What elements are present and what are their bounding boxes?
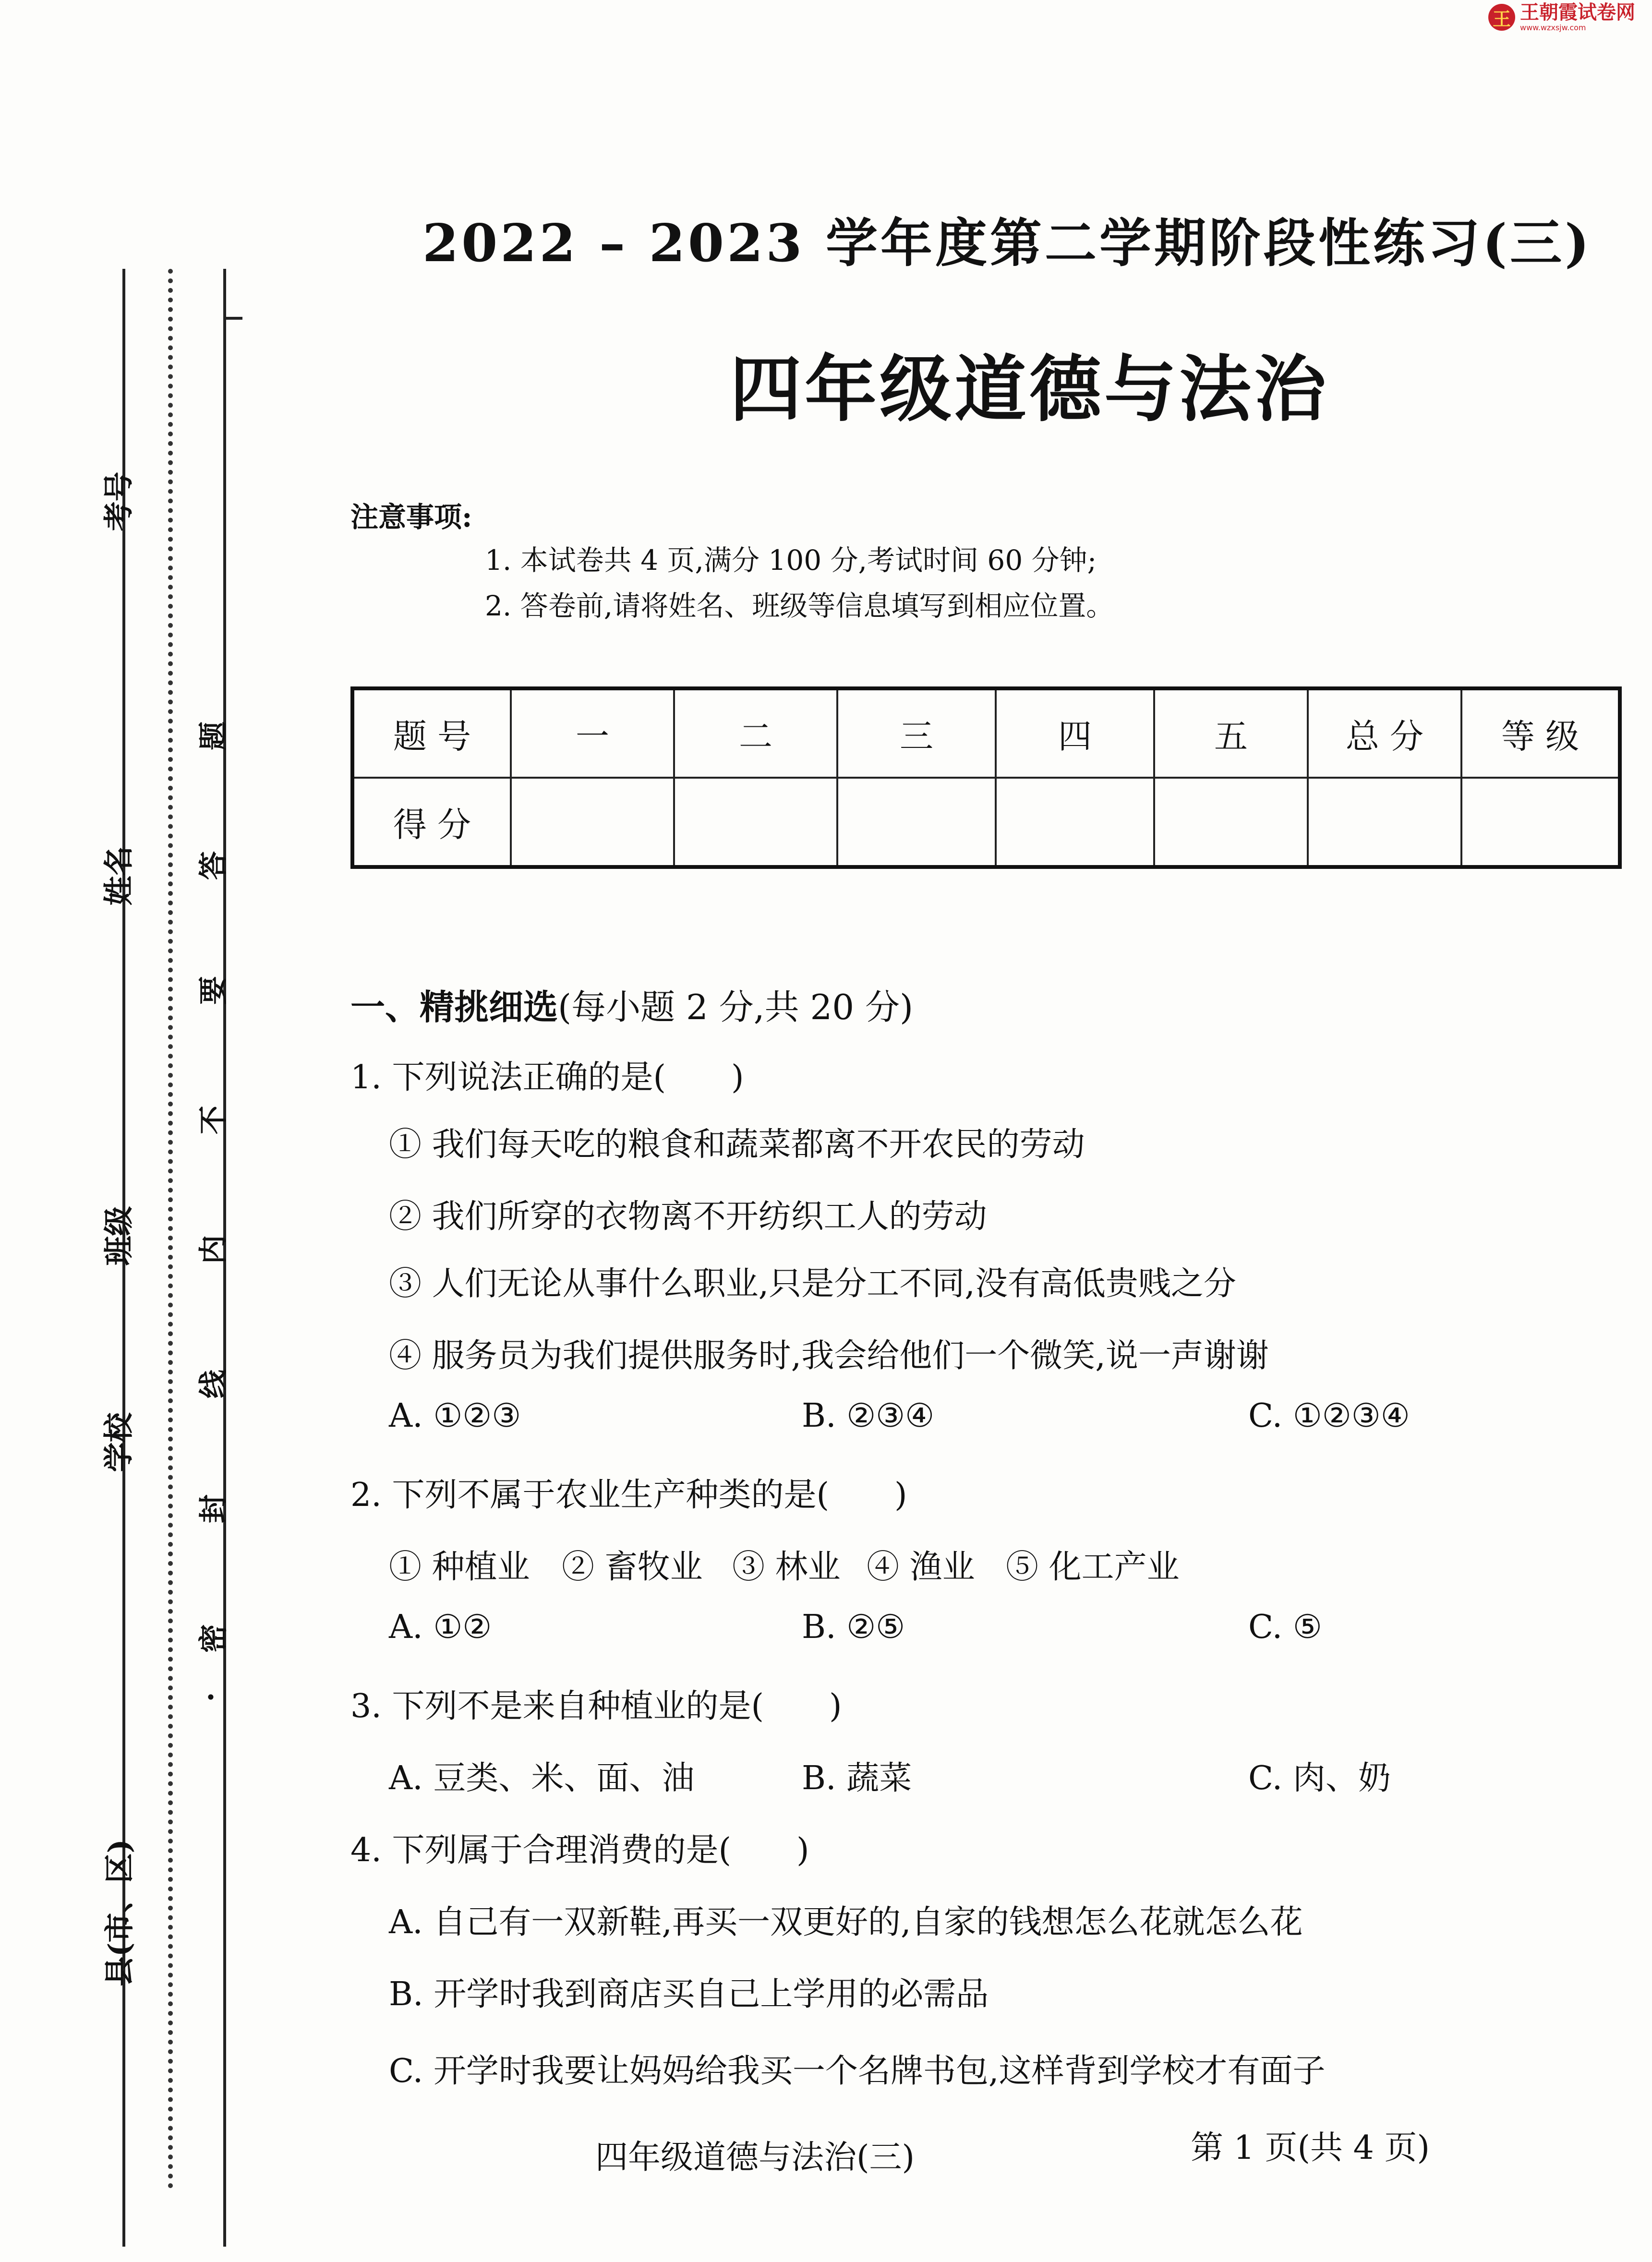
exam-title: 2022 – 2023 学年度第二学期阶段性练习(三) (422, 213, 1592, 274)
q2-option-c[interactable]: C. ⑤ (1248, 1608, 1322, 1646)
q4-stem: 4. 下列属于合理消费的是( ) (350, 1831, 809, 1869)
footer-page-number: 第 1 页(共 4 页) (1191, 2129, 1430, 2167)
q1-stem: 1. 下列说法正确的是( ) (350, 1059, 744, 1096)
field-school: 学校 (101, 1412, 136, 1472)
q2-statement-4: ④ 渔业 (867, 1548, 975, 1586)
q4-option-c[interactable]: C. 开学时我要让妈妈给我买一个名牌书包,这样背到学校才有面子 (389, 2052, 1326, 2090)
field-district: 县(市、区) (101, 1839, 137, 1986)
score-table (350, 686, 1622, 869)
score-header-cell: 五 (1154, 688, 1308, 778)
seal-dot: · (194, 1692, 228, 1702)
q3-option-b[interactable]: B. 蔬菜 (802, 1759, 912, 1797)
q1-statement-3: ③ 人们无论从事什么职业,只是分工不同,没有高低贵贱之分 (389, 1265, 1236, 1303)
q3-stem: 3. 下列不是来自种植业的是( ) (350, 1687, 842, 1725)
watermark-name: 王朝霞试卷网 (1520, 1, 1635, 24)
score-cell[interactable] (837, 778, 996, 867)
footer-subject: 四年级道德与法治(三) (595, 2139, 915, 2177)
score-cell[interactable] (1461, 778, 1620, 867)
score-cell[interactable] (996, 778, 1154, 867)
field-name: 姓名 (101, 846, 136, 906)
q2-statement-2: ② 畜牧业 (562, 1548, 703, 1586)
seal-char-7: 封 (197, 1494, 230, 1523)
notice-item-1: 1. 本试卷共 4 页,满分 100 分,考试时间 60 分钟; (485, 544, 1097, 577)
score-header-cell: 等 级 (1461, 688, 1620, 778)
seal-char-5: 内 (197, 1235, 230, 1264)
score-header-cell: 四 (996, 688, 1154, 778)
score-header-cell: 题 号 (352, 688, 511, 778)
seal-char-3: 要 (197, 976, 230, 1005)
q2-option-b[interactable]: B. ②⑤ (802, 1608, 905, 1646)
score-table-header-row (352, 688, 1620, 778)
q4-option-b[interactable]: B. 开学时我到商店买自己上学用的必需品 (389, 1975, 989, 2013)
score-cell[interactable] (511, 778, 674, 867)
q2-statement-5: ⑤ 化工产业 (1006, 1548, 1180, 1586)
section1-title: 一、精挑细选 (350, 987, 558, 1027)
field-class: 班级 (101, 1206, 136, 1266)
q2-statement-3: ③ 林业 (732, 1548, 841, 1586)
q1-option-c[interactable]: C. ①②③④ (1248, 1397, 1410, 1435)
score-header-cell: 二 (674, 688, 837, 778)
score-cell[interactable] (1154, 778, 1308, 867)
score-header-cell: 一 (511, 688, 674, 778)
q1-option-a[interactable]: A. ①②③ (389, 1397, 521, 1435)
margin-tick (223, 317, 242, 320)
score-row-label: 得 分 (352, 778, 511, 867)
q4-option-a[interactable]: A. 自己有一双新鞋,再买一双更好的,自家的钱想怎么花就怎么花 (389, 1903, 1303, 1941)
margin-dotted-line (168, 269, 173, 2189)
score-table-score-row (352, 778, 1620, 867)
seal-char-4: 不 (197, 1106, 230, 1134)
score-header-cell: 三 (837, 688, 996, 778)
watermark-url: www.wzxsjw.com (1520, 23, 1586, 32)
score-cell[interactable] (1308, 778, 1461, 867)
section1-note: (每小题 2 分,共 20 分) (558, 987, 914, 1027)
q1-statement-1: ① 我们每天吃的粮食和蔬菜都离不开农民的劳动 (389, 1126, 1085, 1164)
q3-option-a[interactable]: A. 豆类、米、面、油 (389, 1759, 695, 1797)
notice-heading: 注意事项: (350, 501, 472, 533)
score-header-cell: 总 分 (1308, 688, 1461, 778)
q1-statement-2: ② 我们所穿的衣物离不开纺织工人的劳动 (389, 1198, 987, 1236)
seal-char-8: 密 (197, 1624, 230, 1653)
section1-heading (350, 979, 913, 1029)
seal-char-6: 线 (197, 1370, 230, 1398)
watermark-logo (1488, 0, 1635, 35)
subject-title: 四年级道德与法治 (730, 347, 1329, 432)
watermark-mark-icon: 王 (1488, 4, 1515, 31)
q1-option-b[interactable]: B. ②③④ (802, 1397, 935, 1435)
field-exam-number: 考号 (101, 471, 136, 531)
q3-option-c[interactable]: C. 肉、奶 (1248, 1759, 1391, 1797)
score-cell[interactable] (674, 778, 837, 867)
q2-statement-1: ① 种植业 (389, 1548, 530, 1586)
seal-char-1: 题 (197, 722, 230, 750)
q2-stem: 2. 下列不属于农业生产种类的是( ) (350, 1476, 907, 1514)
q1-statement-4: ④ 服务员为我们提供服务时,我会给他们一个微笑,说一声谢谢 (389, 1337, 1269, 1375)
notice-item-2: 2. 答卷前,请将姓名、班级等信息填写到相应位置。 (485, 590, 1114, 622)
q2-option-a[interactable]: A. ①② (389, 1608, 492, 1646)
seal-char-2: 答 (197, 851, 230, 880)
